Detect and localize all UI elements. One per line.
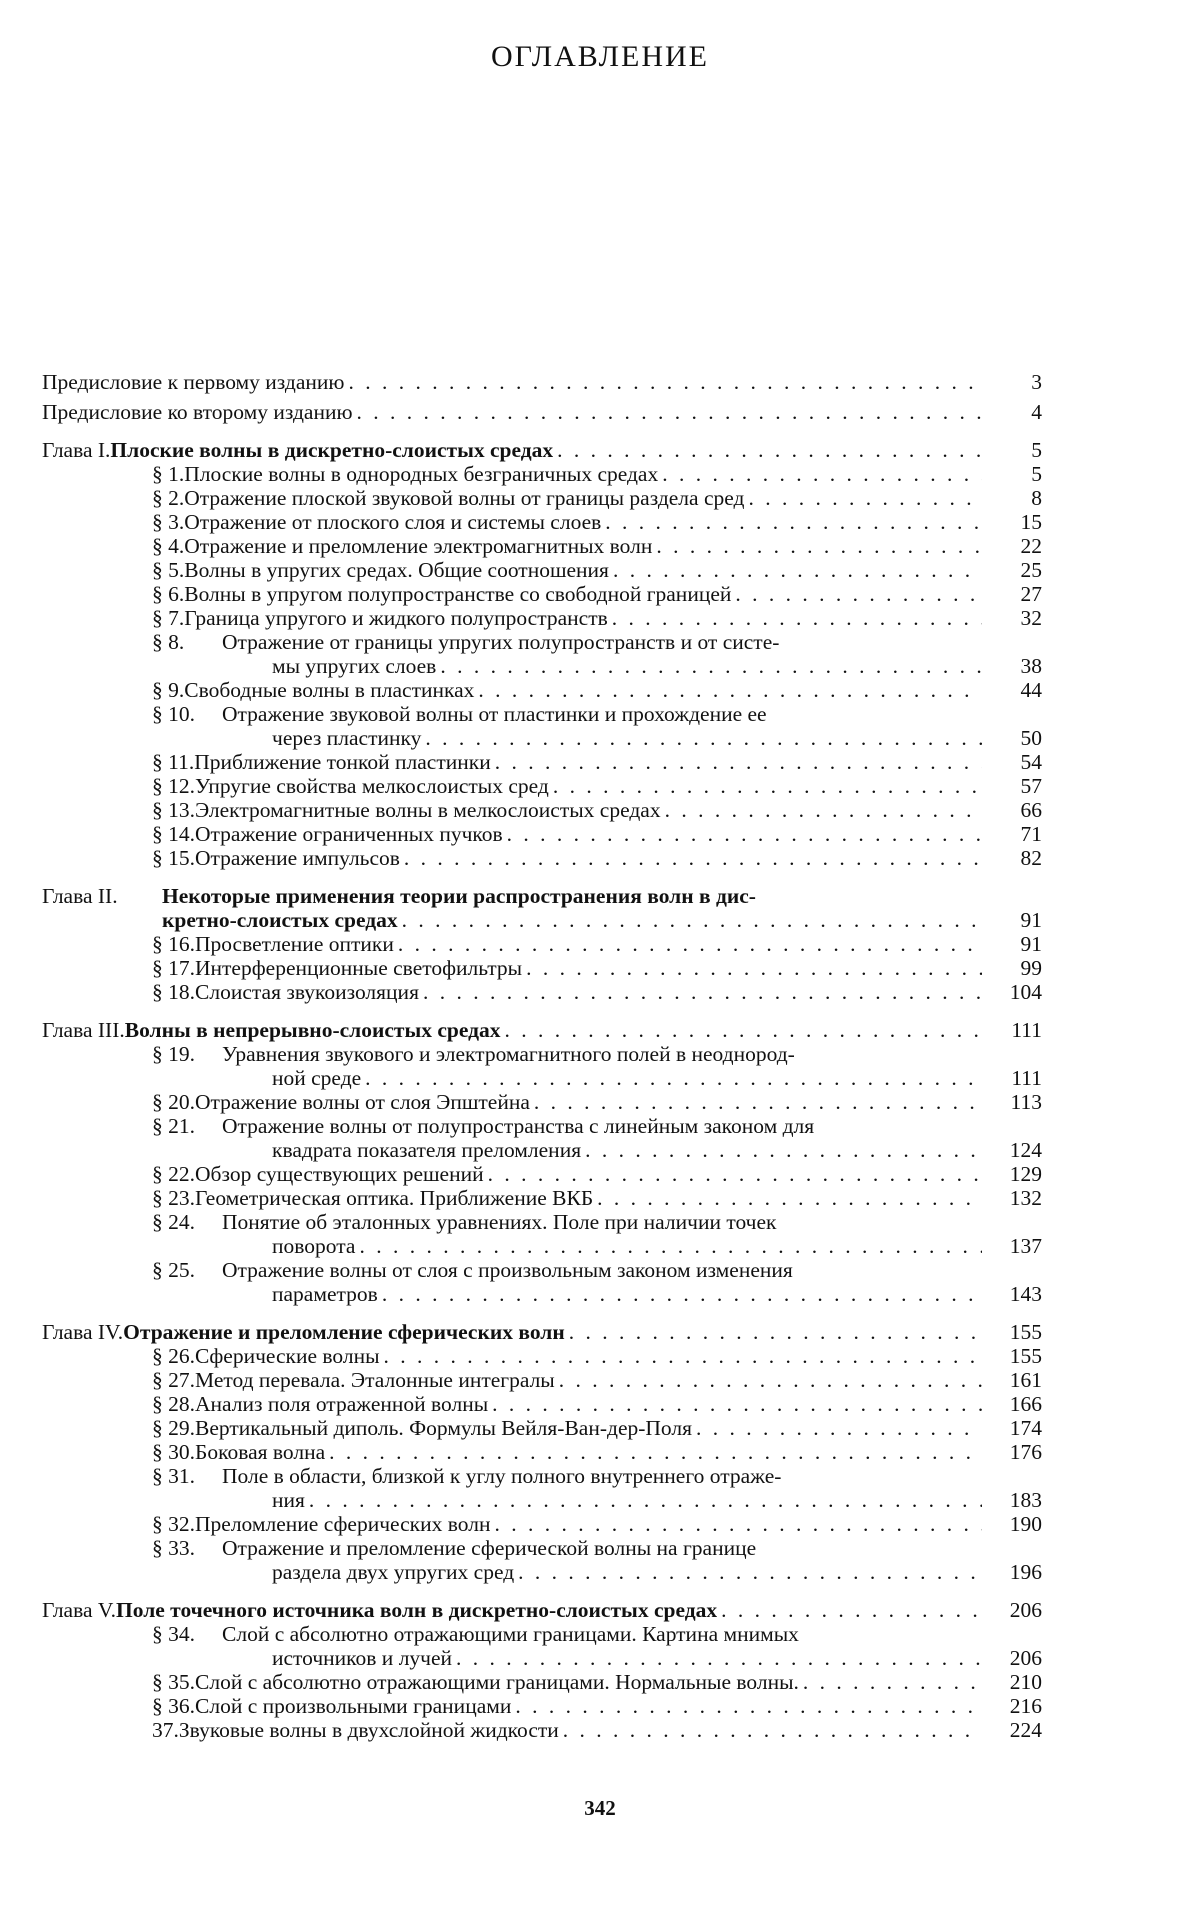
page-ref: 82 xyxy=(1020,846,1042,870)
page-ref: 155 xyxy=(1009,1320,1042,1344)
leader-dots xyxy=(656,534,982,558)
section-number: § 9. xyxy=(152,678,185,702)
leader-dots xyxy=(329,1440,982,1464)
section-entry xyxy=(42,1464,1042,1512)
leader-dots xyxy=(423,980,982,1004)
toc-line xyxy=(152,1368,1042,1392)
page-ref: 4 xyxy=(1031,400,1042,424)
toc-line xyxy=(152,1670,1042,1694)
section-entry xyxy=(42,1042,1042,1090)
leader-dots xyxy=(359,1234,982,1258)
page-ref: 91 xyxy=(1020,908,1042,932)
leader-dots xyxy=(612,606,982,630)
page-ref: 54 xyxy=(1020,750,1042,774)
chapter-entry xyxy=(42,1320,1042,1584)
section-number: § 19. xyxy=(152,1042,195,1066)
toc-line xyxy=(152,1464,1042,1488)
toc-line-text: Слоистая звукоизоляция xyxy=(195,980,419,1004)
section-entry xyxy=(42,630,1042,678)
section-entry xyxy=(42,750,1042,774)
page-ref: 206 xyxy=(1009,1646,1042,1670)
section-entry xyxy=(42,846,1042,870)
page-ref: 183 xyxy=(1009,1488,1042,1512)
page-ref: 143 xyxy=(1009,1282,1042,1306)
page-ref: 176 xyxy=(1009,1440,1042,1464)
toc-line xyxy=(42,1320,1042,1344)
toc-line-text: параметров xyxy=(272,1282,378,1306)
toc-line xyxy=(42,370,1042,394)
section-number: § 10. xyxy=(152,702,195,726)
toc-line-text: Отражение от границы упругих полупространств и от систе- xyxy=(222,630,780,654)
section-number: § 1. xyxy=(152,462,185,486)
chapter-entry xyxy=(42,438,1042,870)
leader-dots xyxy=(735,582,982,606)
section-entry xyxy=(42,678,1042,702)
toc-line-text: раздела двух упругих сред xyxy=(272,1560,515,1584)
toc-line-text: Отражение ограниченных пучков xyxy=(195,822,503,846)
section-number: § 17. xyxy=(152,956,195,980)
leader-dots xyxy=(309,1488,982,1512)
toc-line-text: Отражение плоской звуковой волны от границы раздела сред xyxy=(184,486,745,510)
chapter-label: Глава V. xyxy=(42,1598,117,1622)
page-ref: 155 xyxy=(1009,1344,1042,1368)
section-number: § 31. xyxy=(152,1464,195,1488)
section-entry xyxy=(42,798,1042,822)
page-ref: 104 xyxy=(1009,980,1042,1004)
page-ref: 166 xyxy=(1009,1392,1042,1416)
page-ref: 25 xyxy=(1020,558,1042,582)
section-entry xyxy=(42,558,1042,582)
toc-line-text: Отражение и преломление электромагнитных волн xyxy=(184,534,653,558)
chapter-title: кретно-слоистых средах xyxy=(162,908,398,932)
toc-line xyxy=(152,702,1042,726)
section-number: § 13. xyxy=(152,798,195,822)
chapter-label: Глава IV. xyxy=(42,1320,124,1344)
section-entry xyxy=(42,534,1042,558)
leader-dots xyxy=(515,1694,982,1718)
toc-line xyxy=(152,1536,1042,1560)
toc-line-text: Волны в упругом полупространстве со свободной границей xyxy=(184,582,732,606)
toc-line xyxy=(152,1488,1042,1512)
page-ref: 129 xyxy=(1009,1162,1042,1186)
section-entry xyxy=(42,510,1042,534)
toc-line xyxy=(152,822,1042,846)
leader-dots xyxy=(507,822,982,846)
section-entry xyxy=(42,1368,1042,1392)
section-entry xyxy=(42,774,1042,798)
page-ref: 38 xyxy=(1020,654,1042,678)
toc-line xyxy=(42,908,1042,932)
section-entry xyxy=(42,702,1042,750)
section-number: § 20. xyxy=(152,1090,195,1114)
section-entry xyxy=(42,1670,1042,1694)
toc-line-text: Слой с абсолютно отражающими границами. Картина мнимых xyxy=(222,1622,799,1646)
section-number: § 26. xyxy=(152,1344,195,1368)
section-entry xyxy=(42,1162,1042,1186)
section-number: § 2. xyxy=(152,486,185,510)
chapter-entry xyxy=(42,1018,1042,1306)
chapter-label: Глава III. xyxy=(42,1018,125,1042)
section-number: § 23. xyxy=(152,1186,195,1210)
page-ref: 5 xyxy=(1031,462,1042,486)
page-ref: 161 xyxy=(1009,1368,1042,1392)
page-title: ОГЛАВЛЕНИЕ xyxy=(491,40,709,73)
leader-dots xyxy=(585,1138,982,1162)
toc-line-text: Поле в области, близкой к углу полного внутреннего отраже- xyxy=(222,1464,782,1488)
section-number: § 3. xyxy=(152,510,185,534)
leader-dots xyxy=(384,1344,982,1368)
toc-line xyxy=(152,1234,1042,1258)
page-ref: 27 xyxy=(1020,582,1042,606)
toc-line-text: мы упругих слоев xyxy=(272,654,437,678)
toc-line xyxy=(152,1042,1042,1066)
toc-line-text: Отражение и преломление сферической волны на границе xyxy=(222,1536,757,1560)
toc-line xyxy=(152,1210,1042,1234)
toc-line-text: Отражение волны от слоя Эпштейна xyxy=(195,1090,530,1114)
toc-line xyxy=(42,1018,1042,1042)
leader-dots xyxy=(365,1066,982,1090)
page-ref: 137 xyxy=(1009,1234,1042,1258)
section-entry xyxy=(42,1536,1042,1584)
section-entry xyxy=(42,1512,1042,1536)
section-entry xyxy=(42,1622,1042,1670)
leader-dots xyxy=(534,1090,982,1114)
toc-line-text: Сферические волны xyxy=(195,1344,380,1368)
leader-dots xyxy=(563,1718,982,1742)
table-of-contents xyxy=(42,370,1042,1742)
section-entry xyxy=(42,1258,1042,1306)
section-entry xyxy=(42,1694,1042,1718)
page-ref: 44 xyxy=(1020,678,1042,702)
section-number: § 7. xyxy=(152,606,185,630)
toc-line-text: Слой с произвольными границами xyxy=(195,1694,512,1718)
leader-dots xyxy=(526,956,982,980)
toc-line xyxy=(152,846,1042,870)
leader-dots xyxy=(613,558,982,582)
toc-line xyxy=(152,1646,1042,1670)
leader-dots xyxy=(665,798,982,822)
chapter-entry xyxy=(42,884,1042,1004)
section-entry xyxy=(42,462,1042,486)
leader-dots xyxy=(569,1320,982,1344)
toc-line xyxy=(152,654,1042,678)
toc-line-text: через пластинку xyxy=(272,726,422,750)
toc-line-text: Приближение тонкой пластинки xyxy=(194,750,491,774)
section-number: § 4. xyxy=(152,534,185,558)
section-number: § 12. xyxy=(152,774,195,798)
leader-dots xyxy=(553,774,982,798)
chapter-label: Глава I. xyxy=(42,438,111,462)
page-ref: 113 xyxy=(1010,1090,1042,1114)
toc-line xyxy=(152,1138,1042,1162)
leader-dots xyxy=(398,932,982,956)
leader-dots xyxy=(803,1670,982,1694)
leader-dots xyxy=(597,1186,982,1210)
page-ref: 132 xyxy=(1009,1186,1042,1210)
section-number: § 8. xyxy=(152,630,185,654)
chapter-title: Плоские волны в дискретно-слоистых средах xyxy=(110,438,554,462)
page-ref: 8 xyxy=(1031,486,1042,510)
page-ref: 190 xyxy=(1009,1512,1042,1536)
section-number: § 14. xyxy=(152,822,195,846)
section-number: § 6. xyxy=(152,582,185,606)
toc-line-text: Просветление оптики xyxy=(195,932,394,956)
leader-dots xyxy=(605,510,982,534)
section-number: § 32. xyxy=(152,1512,195,1536)
page-ref: 57 xyxy=(1020,774,1042,798)
toc-line xyxy=(152,956,1042,980)
toc-line-text: Свободные волны в пластинках xyxy=(184,678,475,702)
toc-line xyxy=(152,1282,1042,1306)
leader-dots xyxy=(518,1560,982,1584)
leader-dots xyxy=(402,908,982,932)
page-ref: 124 xyxy=(1009,1138,1042,1162)
toc-line xyxy=(152,534,1042,558)
section-number: § 24. xyxy=(152,1210,195,1234)
leader-dots xyxy=(662,462,982,486)
toc-line xyxy=(152,1694,1042,1718)
toc-line xyxy=(152,462,1042,486)
page-ref: 22 xyxy=(1020,534,1042,558)
section-number: § 35. xyxy=(152,1670,195,1694)
page-ref: 71 xyxy=(1020,822,1042,846)
toc-line xyxy=(42,438,1042,462)
toc-line-text: Интерференционные светофильтры xyxy=(195,956,523,980)
toc-line-text: Геометрическая оптика. Приближение ВКБ xyxy=(195,1186,594,1210)
toc-line-text: Понятие об эталонных уравнениях. Поле при наличии точек xyxy=(222,1210,777,1234)
section-number: § 30. xyxy=(152,1440,195,1464)
section-number: § 29. xyxy=(152,1416,195,1440)
preface-entry xyxy=(42,370,1042,394)
section-entry xyxy=(42,822,1042,846)
page-ref: 210 xyxy=(1009,1670,1042,1694)
section-number: 37. xyxy=(152,1718,179,1742)
page-ref: 32 xyxy=(1020,606,1042,630)
chapter-entry xyxy=(42,1598,1042,1742)
chapter-label: Глава II. xyxy=(42,884,118,908)
toc-line xyxy=(152,726,1042,750)
leader-dots xyxy=(492,1392,982,1416)
toc-line-text: Преломление сферических волн xyxy=(195,1512,491,1536)
toc-line xyxy=(152,1622,1042,1646)
preface-entry xyxy=(42,400,1042,424)
toc-line xyxy=(152,1186,1042,1210)
chapter-title: Отражение и преломление сферических волн xyxy=(123,1320,565,1344)
leader-dots xyxy=(456,1646,982,1670)
page-ref: 50 xyxy=(1020,726,1042,750)
section-entry xyxy=(42,1344,1042,1368)
toc-line xyxy=(152,1560,1042,1584)
toc-line xyxy=(152,1392,1042,1416)
leader-dots xyxy=(557,438,982,462)
toc-line-text: Уравнения звукового и электромагнитного полей в неоднород- xyxy=(222,1042,795,1066)
toc-line xyxy=(152,630,1042,654)
leader-dots xyxy=(488,1162,982,1186)
section-entry xyxy=(42,582,1042,606)
toc-line-text: Обзор существующих решений xyxy=(195,1162,484,1186)
page-ref: 111 xyxy=(1011,1066,1042,1090)
toc-line xyxy=(152,678,1042,702)
toc-line-text: Граница упругого и жидкого полупространств xyxy=(184,606,608,630)
toc-line-text: Метод перевала. Эталонные интегралы xyxy=(195,1368,555,1392)
section-number: § 18. xyxy=(152,980,195,1004)
leader-dots xyxy=(494,1512,982,1536)
toc-line xyxy=(152,510,1042,534)
toc-line xyxy=(42,400,1042,424)
page-ref: 174 xyxy=(1009,1416,1042,1440)
page-ref: 206 xyxy=(1009,1598,1042,1622)
section-entry xyxy=(42,1090,1042,1114)
leader-dots xyxy=(748,486,982,510)
toc-line-text: квадрата показателя преломления xyxy=(272,1138,582,1162)
chapter-title: Поле точечного источника волн в дискретно-слоистых средах xyxy=(116,1598,718,1622)
toc-line-text: Боковая волна xyxy=(195,1440,326,1464)
leader-dots xyxy=(495,750,982,774)
toc-line xyxy=(152,1344,1042,1368)
page-ref: 91 xyxy=(1020,932,1042,956)
toc-line-text: Предисловие к первому изданию xyxy=(42,370,345,394)
page-ref: 99 xyxy=(1020,956,1042,980)
toc-line xyxy=(42,884,1042,908)
leader-dots xyxy=(425,726,982,750)
section-entry xyxy=(42,1210,1042,1258)
toc-line-text: Отражение звуковой волны от пластинки и прохождение ее xyxy=(222,702,767,726)
toc-line xyxy=(152,750,1042,774)
section-number: § 22. xyxy=(152,1162,195,1186)
section-number: § 21. xyxy=(152,1114,195,1138)
page-ref: 3 xyxy=(1031,370,1042,394)
section-entry xyxy=(42,1440,1042,1464)
section-entry xyxy=(42,606,1042,630)
toc-line-text: Упругие свойства мелкослоистых сред xyxy=(195,774,549,798)
page-ref: 15 xyxy=(1020,510,1042,534)
page-ref: 5 xyxy=(1031,438,1042,462)
toc-line-text: Электромагнитные волны в мелкослоистых средах xyxy=(195,798,661,822)
toc-line xyxy=(152,582,1042,606)
chapter-title: Волны в непрерывно-слоистых средах xyxy=(124,1018,501,1042)
toc-line-text: Отражение волны от полупространства с линейным законом для xyxy=(222,1114,815,1138)
section-entry xyxy=(42,1392,1042,1416)
page-ref: 224 xyxy=(1009,1718,1042,1742)
section-entry xyxy=(42,956,1042,980)
toc-line xyxy=(152,798,1042,822)
section-number: § 15. xyxy=(152,846,195,870)
toc-line xyxy=(152,558,1042,582)
section-entry xyxy=(42,486,1042,510)
toc-line-text: Отражение волны от слоя с произвольным законом изменения xyxy=(222,1258,793,1282)
toc-line xyxy=(152,1512,1042,1536)
toc-line xyxy=(152,606,1042,630)
toc-line xyxy=(152,1114,1042,1138)
leader-dots xyxy=(382,1282,982,1306)
toc-line xyxy=(42,1598,1042,1622)
leader-dots xyxy=(357,400,982,424)
toc-line-text: Отражение от плоского слоя и системы слоев xyxy=(184,510,602,534)
toc-line xyxy=(152,1416,1042,1440)
section-number: § 34. xyxy=(152,1622,195,1646)
leader-dots xyxy=(404,846,982,870)
toc-line-text: ной среде xyxy=(272,1066,362,1090)
chapter-title: Некоторые применения теории распространения волн в дис- xyxy=(162,884,756,908)
toc-line xyxy=(152,1066,1042,1090)
toc-line-text: ния xyxy=(272,1488,305,1512)
toc-line-text: источников и лучей xyxy=(272,1646,453,1670)
section-number: § 33. xyxy=(152,1536,195,1560)
page-ref: 216 xyxy=(1009,1694,1042,1718)
toc-line xyxy=(152,1718,1042,1742)
section-number: § 16. xyxy=(152,932,195,956)
section-number: § 28. xyxy=(152,1392,195,1416)
toc-line xyxy=(152,980,1042,1004)
toc-line-text: Вертикальный диполь. Формулы Вейля-Ван-дер-Поля xyxy=(195,1416,693,1440)
leader-dots xyxy=(505,1018,982,1042)
leader-dots xyxy=(696,1416,982,1440)
leader-dots xyxy=(721,1598,982,1622)
toc-line-text: Звуковые волны в двухслойной жидкости xyxy=(178,1718,559,1742)
toc-line-text: Слой с абсолютно отражающими границами. Нормальные волны. xyxy=(195,1670,799,1694)
page-number: 342 xyxy=(584,1796,616,1820)
leader-dots xyxy=(559,1368,982,1392)
leader-dots xyxy=(348,370,982,394)
toc-line xyxy=(152,932,1042,956)
toc-line xyxy=(152,1090,1042,1114)
toc-line xyxy=(152,1440,1042,1464)
toc-line-text: Плоские волны в однородных безграничных средах xyxy=(184,462,659,486)
section-entry xyxy=(42,1416,1042,1440)
toc-line xyxy=(152,486,1042,510)
section-number: § 25. xyxy=(152,1258,195,1282)
toc-line-text: Предисловие ко второму изданию xyxy=(42,400,353,424)
section-number: § 27. xyxy=(152,1368,195,1392)
toc-line xyxy=(152,1162,1042,1186)
toc-line-text: поворота xyxy=(272,1234,356,1258)
section-entry xyxy=(42,1718,1042,1742)
toc-line-text: Анализ поля отраженной волны xyxy=(195,1392,489,1416)
toc-line-text: Отражение импульсов xyxy=(195,846,400,870)
section-entry xyxy=(42,932,1042,956)
leader-dots xyxy=(440,654,982,678)
page-ref: 111 xyxy=(1011,1018,1042,1042)
toc-line-text: Волны в упругих средах. Общие соотношения xyxy=(184,558,609,582)
page-ref: 66 xyxy=(1020,798,1042,822)
section-number: § 36. xyxy=(152,1694,195,1718)
section-entry xyxy=(42,1186,1042,1210)
toc-line xyxy=(152,774,1042,798)
section-entry xyxy=(42,980,1042,1004)
leader-dots xyxy=(478,678,982,702)
section-number: § 11. xyxy=(152,750,195,774)
section-number: § 5. xyxy=(152,558,185,582)
page-ref: 196 xyxy=(1009,1560,1042,1584)
section-entry xyxy=(42,1114,1042,1162)
toc-line xyxy=(152,1258,1042,1282)
